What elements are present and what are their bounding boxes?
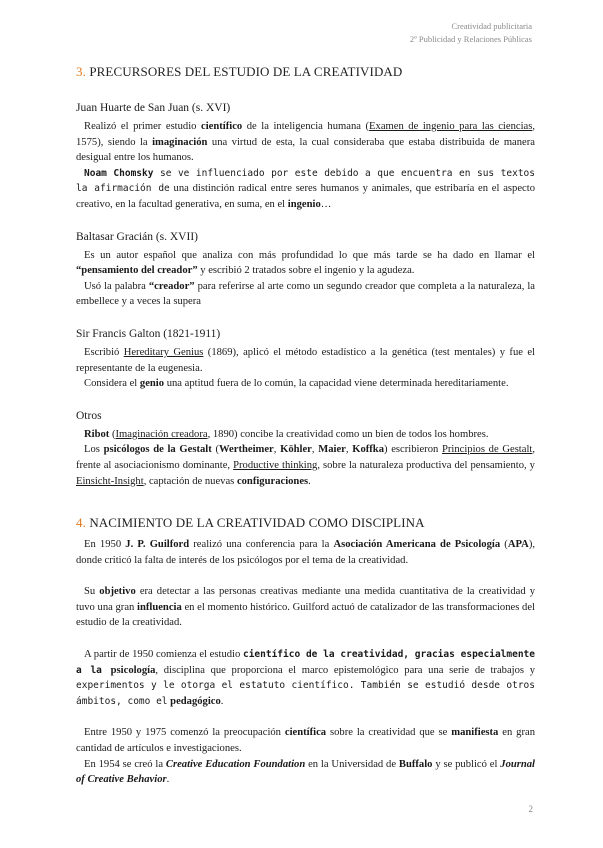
book-link: Einsicht-Insight bbox=[76, 475, 144, 487]
otros-block bbox=[76, 409, 535, 489]
paragraph: Entre 1950 y 1975 comenzó la preocupación científica sobre la creatividad que se manifiesta en gran cantidad de artículos e investigaciones. bbox=[76, 727, 535, 755]
galton-block bbox=[76, 327, 535, 392]
paragraph: En 1954 se creó la Creative Education Foundation en la Universidad de Buffalo y se publicó el Journal of Creative Behavior. bbox=[76, 758, 536, 786]
section-number: 4. bbox=[76, 515, 86, 531]
paragraph: Es un autor español que analiza con más profundidad lo que más tarde se ha dado en llamar el “pensamiento del creador” y escribió 2 tratados sobre el ingenio y la agudeza. bbox=[76, 249, 535, 277]
section-number: 3. bbox=[76, 64, 86, 79]
book-link: Imaginación creadora bbox=[115, 428, 208, 440]
document-body bbox=[76, 64, 535, 788]
book-link: Principios de Gestalt bbox=[441, 444, 533, 456]
subsection-heading: Juan Huarte de San Juan (s. XVI) bbox=[76, 102, 231, 114]
page-number: 2 bbox=[528, 804, 533, 814]
paragraph: Usó la palabra “creador” para referirse al arte como un segundo creador que completa a la naturaleza, la embellece y a veces la supera bbox=[76, 280, 535, 308]
subsection-heading: Otros bbox=[76, 409, 102, 422]
paragraph: Realizó el primer estudio científico de la inteligencia humana (Examen de ingenio para las ciencias, 1575), siendo la imaginación una virtud de esta, la cual consideraba que estaba distribuida de manera desigual entre los humanos. bbox=[76, 121, 536, 164]
section-title: PRECURSORES DEL ESTUDIO DE LA CREATIVIDAD bbox=[89, 64, 403, 79]
section-title: NACIMIENTO DE LA CREATIVIDAD COMO DISCIPLINA bbox=[89, 515, 425, 531]
header-line1: Creatividad publicitaria bbox=[451, 21, 532, 31]
gracian-block bbox=[76, 230, 535, 310]
book-link: Productive thinking bbox=[233, 459, 318, 471]
paragraph: Su objetivo era detectar a las personas creativas mediante una medida cuantitativa de la creatividad y tuvo una gran influencia en el momento histórico. Guilford actuó de catalizador de las transformaciones del estudio de la creatividad. bbox=[76, 586, 535, 629]
subsection-heading: Sir Francis Galton (1821-1911) bbox=[76, 327, 221, 340]
paragraph: A partir de 1950 comienza el estudio científico de la creatividad, gracias especialmente a la psicología, disciplina que proporciona el marco epistemológico para una serie de trabajos y experimentos y le otorga el estatuto científico. También se estudió desde otros ámbitos, como el pedagógico. bbox=[76, 649, 535, 707]
book-link: Hereditary Genius bbox=[123, 346, 204, 358]
header-line2: 2º Publicidad y Relaciones Públicas bbox=[409, 34, 532, 44]
section-4-title bbox=[76, 515, 535, 531]
huarte-block bbox=[76, 101, 535, 213]
section-3-title bbox=[76, 64, 535, 80]
page-header bbox=[410, 20, 532, 46]
subsection-heading: Baltasar Gracián (s. XVII) bbox=[76, 230, 198, 243]
paragraph: Escribió Hereditary Genius (1869), aplicó el método estadístico a la genética (test mentales) y fue el representante de la eugenesia. bbox=[76, 346, 535, 374]
paragraph: Ribot (Imaginación creadora, 1890) concibe la creatividad como un bien de todos los hombres. bbox=[84, 428, 489, 440]
book-link: Examen de ingenio para las ciencias bbox=[369, 121, 533, 132]
paragraph: Noam Chomsky se ve influenciado por este debido a que encuentra en sus textos la afirmación de una distinción radical entre seres humanos y animales, que estribaría en el aspecto creativo, en la facultad generativa, en suma, en el ingenio… bbox=[76, 167, 535, 210]
paragraph: Considera el genio una aptitud fuera de lo común, la capacidad viene determinada hereditariamente. bbox=[84, 378, 509, 390]
paragraph: Los psicólogos de la Gestalt (Wertheimer, Köhler, Maier, Koffka) escribieron Principios de Gestalt, frente al asociacionismo dominante, Productive thinking, sobre la naturaleza productiva del pensamiento, y Einsicht-Insight, captación de nuevas configuraciones. bbox=[76, 444, 535, 487]
paragraph: En 1950 J. P. Guilford realizó una conferencia para la Asociación Americana de Psicología (APA), donde criticó la falta de interés de los psicólogos por el tema de la creatividad. bbox=[76, 539, 535, 566]
